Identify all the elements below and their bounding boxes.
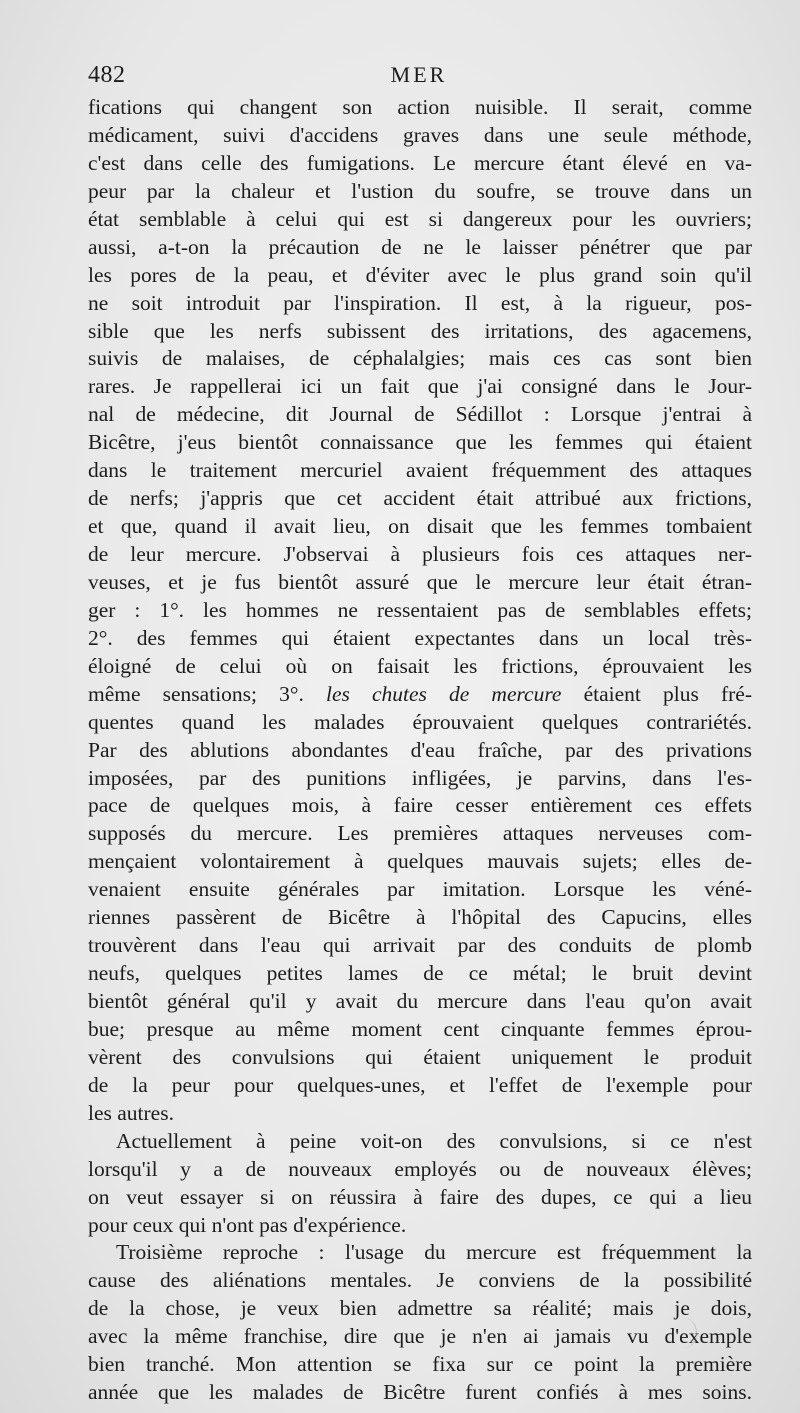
text-line: lorsqu'il y a de nouveaux employés ou de nouveaux élèves;	[88, 1156, 752, 1181]
text-line: année que les malades de Bicêtre furent confiés à mes soins.	[88, 1380, 752, 1405]
text-line: mençaient volontairement à quelques mauvais sujets; elles de-	[88, 849, 752, 874]
running-head	[88, 62, 750, 92]
text-line: bientôt général qu'il y avait du mercure dans l'eau qu'on avait	[88, 989, 752, 1013]
italic-phrase: les chutes de mercure	[325, 681, 562, 706]
text-line: veuses, et je fus bientôt assuré que le mercure leur était étran-	[88, 569, 752, 594]
text-line: bue; presque au même moment cent cinquante femmes éprou-	[88, 1016, 752, 1041]
text-line: peur par la chaleur et l'ustion du soufre, se trouve dans un	[88, 178, 752, 203]
text-line: de nerfs; j'appris que cet accident était attribué aux frictions,	[88, 486, 752, 511]
text-line: de la peur pour quelques-unes, et l'effet de l'exemple pour	[88, 1072, 752, 1097]
text-line: fications qui changent son action nuisible. Il serait, comme	[88, 95, 752, 119]
text-line: venaient ensuite générales par imitation. Lorsque les véné-	[88, 877, 752, 902]
text-line: de la chose, je veux bien admettre sa réalité; mais je dois,	[88, 1296, 752, 1321]
text-line: rares. Je rappellerai ici un fait que j'ai consigné dans le Jour-	[88, 374, 752, 399]
text-line: dans le traitement mercuriel avaient fréquemment des attaques	[88, 458, 752, 483]
text-line: les pores de la peau, et d'éviter avec le plus grand soin qu'il	[88, 262, 752, 287]
body-text	[88, 94, 752, 1407]
text-line: et que, quand il avait lieu, on disait que les femmes tombaient	[88, 514, 752, 539]
text-line: sible que les nerfs subissent des irritations, des agacemens,	[88, 318, 752, 343]
text-line: nal de médecine, dit Journal de Sédillot : Lorsque j'entrai à	[88, 402, 752, 427]
text-line: ne soit introduit par l'inspiration. Il est, à la rigueur, pos-	[88, 290, 752, 315]
text-line: avec la même franchise, dire que je n'en ai jamais vu d'exemple	[88, 1324, 752, 1349]
text-line: imposées, par des punitions infligées, je parvins, dans l'es-	[88, 765, 752, 790]
text-line: Par des ablutions abondantes d'eau fraîche, par des privations	[88, 737, 752, 762]
text-line: bien tranché. Mon attention se fixa sur ce point la première	[88, 1352, 752, 1377]
text-line: suivis de malaises, de céphalalgies; mais ces cas sont bien	[88, 346, 752, 371]
text-line: 2°. des femmes qui étaient expectantes dans un local très-	[88, 625, 752, 650]
text-line: trouvèrent dans l'eau qui arrivait par des conduits de plomb	[88, 933, 752, 958]
text-line: c'est dans celle des fumigations. Le mercure étant élevé en va-	[88, 150, 752, 175]
text-line: Bicêtre, j'eus bientôt connaissance que les femmes qui étaient	[88, 430, 752, 455]
text-line: riennes passèrent de Bicêtre à l'hôpital des Capucins, elles	[88, 905, 752, 930]
text-line: état semblable à celui qui est si dangereux pour les ouvriers;	[88, 206, 752, 231]
running-title: MER	[390, 62, 448, 87]
text-line: éloigné de celui où on faisait les frictions, éprouvaient les	[88, 653, 752, 678]
text-line: on veut essayer si on réussira à faire des dupes, ce qui a lieu	[88, 1184, 752, 1209]
text-line: aussi, a-t-on la précaution de ne le laisser pénétrer que par	[88, 234, 752, 259]
text-line: cause des aliénations mentales. Je conviens de la possibilité	[88, 1268, 752, 1293]
page-bleed-mark	[672, 1318, 697, 1348]
text-line: vèrent des convulsions qui étaient uniquement le produit	[88, 1044, 752, 1069]
text-fragment: étaient plus fré-	[561, 681, 752, 706]
text-line: pour ceux qui n'ont pas d'expérience.	[88, 1212, 407, 1237]
text-line: ger : 1°. les hommes ne ressentaient pas de semblables effets;	[88, 597, 752, 622]
text-line: les autres.	[88, 1100, 174, 1125]
text-line-with-italic	[88, 681, 752, 709]
text-line: de leur mercure. J'observai à plusieurs fois ces attaques ner-	[88, 542, 752, 566]
text-line: Troisième reproche : l'usage du mercure est fréquemment la	[116, 1240, 752, 1265]
text-fragment: même sensations; 3°.	[88, 681, 326, 706]
text-line: quentes quand les malades éprouvaient quelques contrariétés.	[88, 709, 752, 734]
text-line: pace de quelques mois, à faire cesser entièrement ces effets	[88, 793, 752, 818]
page-number: 482	[88, 62, 126, 88]
text-line: Actuellement à peine voit-on des convulsions, si ce n'est	[116, 1128, 752, 1153]
text-line: supposés du mercure. Les premières attaques nerveuses com-	[88, 821, 752, 846]
text-line: neufs, quelques petites lames de ce métal; le bruit devint	[88, 961, 752, 986]
text-line: médicament, suivi d'accidens graves dans une seule méthode,	[88, 122, 752, 147]
